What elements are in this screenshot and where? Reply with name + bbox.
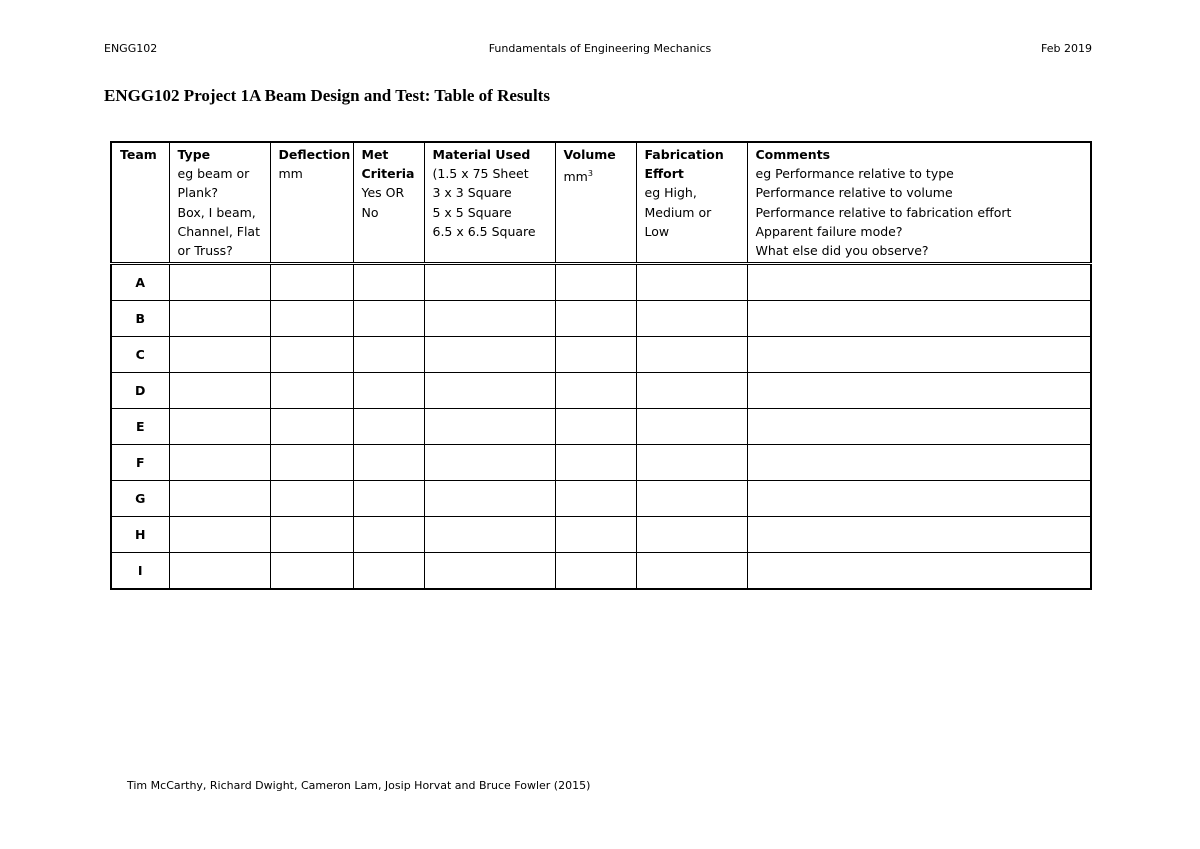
result-cell [555, 481, 636, 517]
column-header-line: Material Used [432, 147, 531, 162]
team-label: E [111, 409, 169, 445]
column-header-line: Box, I beam, [177, 204, 256, 220]
result-cell [747, 553, 1091, 590]
column-header-line: 6.5 x 6.5 Square [432, 223, 536, 239]
footer-authors: Tim McCarthy, Richard Dwight, Cameron Lam, Josip Horvat and Bruce Fowler (2015) [127, 779, 591, 792]
result-cell [353, 373, 424, 409]
team-label: I [111, 553, 169, 590]
result-cell [747, 264, 1091, 301]
table-row [111, 481, 1091, 517]
column-header-line: 3 x 3 Square [432, 185, 512, 201]
column-header-line: Fabrication [644, 147, 724, 162]
column-header-line: Yes OR [361, 185, 405, 201]
team-label: B [111, 301, 169, 337]
result-cell [747, 301, 1091, 337]
unit-superscript: 3 [587, 169, 593, 179]
result-cell [424, 445, 555, 481]
column-header-line: 5 x 5 Square [432, 204, 512, 220]
column-header-line: No [361, 204, 379, 220]
result-cell [636, 481, 747, 517]
result-cell [636, 373, 747, 409]
result-cell [169, 553, 270, 590]
result-cell [636, 445, 747, 481]
table-header-row [111, 142, 1091, 264]
table-row [111, 337, 1091, 373]
page-title: ENGG102 Project 1A Beam Design and Test: Table of Results [104, 86, 550, 105]
column-header-material-used [424, 142, 555, 264]
result-cell [270, 264, 353, 301]
result-cell [169, 373, 270, 409]
result-cell [636, 337, 747, 373]
column-header-line: eg High, [644, 185, 697, 201]
result-cell [169, 409, 270, 445]
result-cell [555, 445, 636, 481]
column-header-fabrication-effort [636, 142, 747, 264]
table-row [111, 301, 1091, 337]
result-cell [555, 373, 636, 409]
result-cell [636, 517, 747, 553]
column-header-line: eg beam or [177, 166, 250, 182]
results-table [110, 141, 1092, 590]
column-header-line: Team [120, 147, 157, 162]
result-cell [270, 445, 353, 481]
result-cell [353, 553, 424, 590]
result-cell [424, 337, 555, 373]
column-header-line: What else did you observe? [755, 243, 929, 259]
column-header-volume [555, 142, 636, 264]
table-row [111, 517, 1091, 553]
result-cell [424, 373, 555, 409]
column-header-line: Deflection [278, 147, 351, 162]
column-header-line: Criteria [361, 166, 415, 182]
result-cell [424, 409, 555, 445]
result-cell [353, 264, 424, 301]
result-cell [424, 481, 555, 517]
result-cell [424, 553, 555, 590]
result-cell [169, 481, 270, 517]
column-header-line: Low [644, 223, 670, 239]
result-cell [270, 481, 353, 517]
team-label: H [111, 517, 169, 553]
result-cell [555, 337, 636, 373]
result-cell [636, 409, 747, 445]
team-label: A [111, 264, 169, 301]
column-header-line: Apparent failure mode? [755, 223, 903, 239]
result-cell [555, 409, 636, 445]
column-header-line: (1.5 x 75 Sheet [432, 166, 529, 182]
column-header-line: Plank? [177, 185, 218, 201]
column-header-team [111, 142, 169, 264]
result-cell [169, 337, 270, 373]
result-cell [636, 264, 747, 301]
result-cell [353, 301, 424, 337]
result-cell [353, 337, 424, 373]
column-header-line: Channel, Flat [177, 223, 260, 239]
result-cell [747, 337, 1091, 373]
table-row [111, 373, 1091, 409]
result-cell [169, 517, 270, 553]
result-cell [270, 373, 353, 409]
column-header-line: Type [177, 147, 211, 162]
result-cell [424, 264, 555, 301]
team-label: F [111, 445, 169, 481]
table-row [111, 553, 1091, 590]
column-header-line: Met [361, 147, 389, 162]
header-course-title: Fundamentals of Engineering Mechanics [488, 42, 712, 55]
result-cell [555, 301, 636, 337]
column-header-deflection [270, 142, 353, 264]
column-header-comments [747, 142, 1091, 264]
column-header-line: mm [278, 166, 303, 182]
column-header-line: or Truss? [177, 243, 233, 259]
result-cell [424, 517, 555, 553]
result-cell [270, 409, 353, 445]
column-header-line: $mm^3$ [563, 169, 593, 185]
result-cell [747, 517, 1091, 553]
result-cell [353, 517, 424, 553]
column-header-met-criteria [353, 142, 424, 264]
column-header-line: Volume [563, 147, 616, 162]
result-cell [270, 337, 353, 373]
column-header-line: Performance relative to fabrication effort [755, 204, 1012, 220]
column-header-line: eg Performance relative to type [755, 166, 954, 182]
results-body [111, 264, 1091, 590]
result-cell [555, 517, 636, 553]
result-cell [169, 264, 270, 301]
header-date: Feb 2019 [1041, 42, 1092, 55]
column-header-line: Medium or [644, 204, 712, 220]
result-cell [270, 517, 353, 553]
result-cell [353, 409, 424, 445]
team-label: G [111, 481, 169, 517]
table-row [111, 445, 1091, 481]
result-cell [169, 445, 270, 481]
result-cell [555, 264, 636, 301]
team-label: D [111, 373, 169, 409]
result-cell [747, 481, 1091, 517]
table-row [111, 264, 1091, 301]
result-cell [555, 553, 636, 590]
result-cell [424, 301, 555, 337]
result-cell [353, 481, 424, 517]
result-cell [636, 301, 747, 337]
column-header-line: Comments [755, 147, 831, 162]
header-course-code: ENGG102 [104, 42, 158, 55]
result-cell [747, 409, 1091, 445]
column-header-line: Performance relative to volume [755, 185, 953, 201]
result-cell [353, 445, 424, 481]
result-cell [270, 301, 353, 337]
team-label: C [111, 337, 169, 373]
column-header-type [169, 142, 270, 264]
table-row [111, 409, 1091, 445]
result-cell [169, 301, 270, 337]
column-header-line: Effort [644, 166, 684, 182]
result-cell [747, 445, 1091, 481]
result-cell [270, 553, 353, 590]
result-cell [747, 373, 1091, 409]
result-cell [636, 553, 747, 590]
